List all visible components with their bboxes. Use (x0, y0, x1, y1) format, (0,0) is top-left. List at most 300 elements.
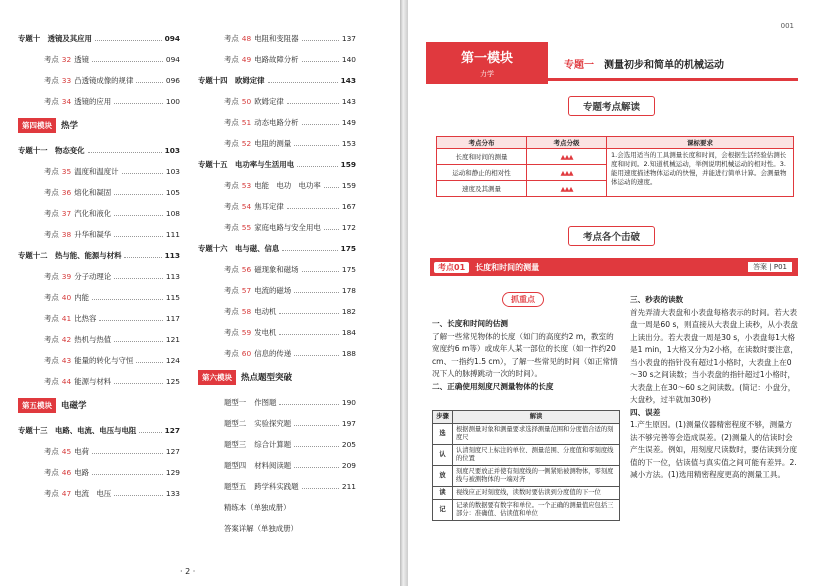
toc-entry-row[interactable] (18, 314, 180, 324)
section-heading-breakthrough: 考点各个击破 (568, 226, 655, 246)
module-tag: 第五模块 (18, 398, 56, 413)
toc-entry-row[interactable] (198, 328, 356, 338)
topic-prefix: 专题一 (564, 60, 594, 71)
toc-entry-row[interactable] (198, 307, 356, 317)
entry-prefix: 考点 (44, 97, 59, 106)
entry-number: 50 (241, 97, 252, 106)
entry-label: 热机与热值 (74, 335, 112, 344)
toc-entry-row[interactable] (18, 97, 180, 107)
entry-label: 跨学科实践题 (254, 482, 299, 491)
entry-page: 188 (341, 349, 356, 358)
entry-label: 电能 电功 电功率 (254, 181, 321, 190)
entry-label: 家庭电路与安全用电 (254, 223, 321, 232)
leader-dots (136, 77, 163, 83)
exam-point-bar (430, 258, 798, 276)
entry-label: 能量的转化与守恒 (74, 356, 134, 365)
subheading: 一、长度和时间的估测 (432, 319, 508, 328)
entry-prefix: 考点 (44, 356, 59, 365)
entry-number: 34 (61, 97, 72, 106)
toc-entry-row[interactable] (198, 118, 356, 128)
entry-label: 欧姆定律 (254, 97, 284, 106)
toc-topic-row[interactable] (198, 244, 356, 254)
entry-number: 59 (241, 328, 252, 337)
step-text: 认清刻度尺上标注的单位、测量范围、分度值和零刻度线的位置 (453, 445, 620, 466)
entry-page: 125 (165, 377, 180, 386)
entry-label: 综合计算题 (254, 440, 292, 449)
entry-page: 178 (341, 286, 356, 295)
entry-prefix: 题型一 (224, 398, 247, 407)
entry-prefix: 考点 (44, 293, 59, 302)
toc-topic-row[interactable] (198, 160, 356, 170)
toc-entry-row[interactable] (198, 482, 356, 492)
toc-entry-row[interactable] (18, 55, 180, 65)
entry-number: 40 (61, 293, 72, 302)
entry-label: 凸透镜成像的规律 (74, 76, 134, 85)
entry-label: 专题十五 电功率与生活用电 (198, 160, 295, 169)
step-label: 选 (433, 424, 453, 445)
toc-entry-row[interactable] (198, 349, 356, 359)
toc-entry-row[interactable] (18, 230, 180, 240)
toc-topic-row[interactable] (18, 34, 180, 44)
entry-page: 094 (165, 55, 180, 64)
entry-number: 33 (61, 76, 72, 85)
entry-prefix: 考点 (224, 55, 239, 64)
toc-entry-row[interactable] (18, 356, 180, 366)
toc-entry-row[interactable] (198, 181, 356, 191)
toc-entry-row[interactable] (198, 202, 356, 212)
leader-dots (294, 350, 339, 356)
entry-number: 60 (241, 349, 252, 358)
entry-page: 094 (164, 34, 180, 43)
leader-dots (279, 399, 339, 405)
entry-prefix: 考点 (224, 349, 239, 358)
leader-dots (302, 119, 339, 125)
table-row (433, 487, 620, 500)
requirements-cell: 1.会选用适当的工具测量长度和时间，会根据生活经验估测长度和时间。2.知道机械运动，举例说明机械运动的相对性。3.能用速度描述物体运动的快慢，并能进行简单计算。会测量物体运动的速度。 (607, 149, 794, 197)
entry-prefix: 考点 (44, 209, 59, 218)
step-label: 放 (433, 466, 453, 487)
topic-name: 测量初步和简单的机械运动 (604, 60, 724, 71)
entry-page: 197 (341, 419, 356, 428)
entry-prefix: 题型五 (224, 482, 247, 491)
entry-page: 184 (341, 328, 356, 337)
entry-prefix: 考点 (224, 286, 239, 295)
module-title: 热点题型突破 (241, 373, 293, 383)
toc-entry-row[interactable] (18, 447, 180, 457)
step-label: 记 (433, 500, 453, 521)
entry-number: 47 (61, 489, 72, 498)
leader-dots (302, 56, 339, 62)
leader-dots (114, 98, 163, 104)
module-tag: 第四模块 (18, 118, 56, 133)
entry-prefix: 考点 (44, 272, 59, 281)
entry-prefix: 题型四 (224, 461, 247, 470)
leader-dots (92, 294, 163, 300)
entry-label: 电流的磁场 (254, 286, 292, 295)
leader-dots (294, 420, 339, 426)
banner-rule (548, 78, 798, 81)
entry-label: 透镜的应用 (74, 97, 112, 106)
entry-page: 105 (165, 188, 180, 197)
entry-prefix: 考点 (224, 328, 239, 337)
entry-label: 电流 电压 (74, 489, 112, 498)
toc-entry-row[interactable] (198, 440, 356, 450)
toc-entry-row[interactable] (18, 377, 180, 387)
entry-prefix: 考点 (44, 489, 59, 498)
entry-page: 153 (341, 139, 356, 148)
leader-dots (136, 357, 163, 363)
toc-entry-row[interactable] (18, 293, 180, 303)
entry-page: 127 (165, 447, 180, 456)
entry-label: 升华和凝华 (74, 230, 112, 239)
toc-entry-row[interactable] (198, 503, 356, 513)
toc-entry-row[interactable] (198, 286, 356, 296)
toc-entry-row[interactable] (198, 55, 356, 65)
leader-dots (114, 273, 163, 279)
leader-dots (268, 77, 338, 83)
table-header: 考点分级 (527, 137, 607, 149)
entry-page: 190 (341, 398, 356, 407)
entry-number: 54 (241, 202, 252, 211)
subheading: 四、误差 (630, 407, 661, 417)
exam-point-table (436, 136, 794, 197)
leader-dots (114, 378, 163, 384)
entry-page: 133 (165, 489, 180, 498)
toc-entry-row[interactable] (18, 209, 180, 219)
toc-entry-row[interactable] (198, 34, 356, 44)
entry-page: 115 (165, 293, 180, 302)
entry-number: 57 (241, 286, 252, 295)
page-number: · 2 · (180, 567, 196, 576)
toc-entry-row[interactable] (18, 335, 180, 345)
entry-number: 41 (61, 314, 72, 323)
entry-prefix: 考点 (224, 34, 239, 43)
entry-page: 124 (165, 356, 180, 365)
exam-point-title: 长度和时间的测量 (475, 262, 540, 272)
toc-entry-row[interactable] (198, 524, 356, 534)
leader-dots (279, 329, 339, 335)
entry-page: 103 (164, 146, 180, 155)
right-page (408, 0, 816, 586)
toc-entry-row[interactable] (198, 461, 356, 471)
entry-label: 专题十三 电路、电流、电压与电阻 (18, 426, 137, 435)
leader-dots (92, 56, 163, 62)
leader-dots (114, 189, 163, 195)
entry-prefix: 考点 (44, 377, 59, 386)
entry-prefix: 考点 (224, 223, 239, 232)
module-heading (18, 118, 180, 132)
step-label: 认 (433, 445, 453, 466)
entry-page: 117 (165, 314, 180, 323)
leader-dots (114, 210, 163, 216)
page-header-number: 001 (780, 22, 794, 30)
body-text: 1.产生原因。(1)测量仪器精密程度不够，测量方法不够完善等会造成误差。(2)测量人的估读时会产生误差。例如，用刻度尺读数时，要估读到分度值的下一位，估读值与真实值之间可能有差异。2.减小方法。(1)选用精密程度更高的测量工具。 (630, 420, 798, 479)
entry-number: 39 (61, 272, 72, 281)
body-text: 首先弄清大表盘和小表盘每格表示的时间。若大表盘一周是60 s，则直接从大表盘上读秒，从小表盘上读出分。若大表盘一周是30 s，小表盘每1大格是1 min，1大格又分为2小格，在读数时要注意，当小表盘的指针没有超过1小格时，大表盘上在0～30 s之间读数；当小表盘的指针超过1小格时，大表盘上在30～60 s之间读数。(简记：小盘分，大盘秒，过半就加30秒) (630, 307, 798, 404)
module-title: 热学 (61, 121, 79, 131)
entry-prefix: 考点 (44, 167, 59, 176)
entry-page: 096 (165, 76, 180, 85)
leader-dots (324, 224, 339, 230)
entry-prefix: 考点 (44, 230, 59, 239)
entry-number: 46 (61, 468, 72, 477)
level-icon: ▲▲▲ (527, 165, 607, 181)
leader-dots (92, 469, 163, 475)
entry-page: 127 (164, 426, 180, 435)
leader-dots (302, 35, 339, 41)
entry-prefix: 考点 (224, 307, 239, 316)
leader-dots (114, 231, 163, 237)
entry-number: 51 (241, 118, 252, 127)
step-text: 记录的数据要有数字和单位。一个正确的测量值应包括三部分：准确值、估读值和单位 (453, 500, 620, 521)
entry-label: 能源与材料 (74, 377, 112, 386)
module-block (426, 42, 548, 84)
leader-dots (114, 490, 163, 496)
entry-prefix: 考点 (44, 188, 59, 197)
leader-dots (92, 448, 163, 454)
entry-page: 143 (341, 97, 356, 106)
exam-point-label: 考点01 (434, 262, 469, 273)
leader-dots (114, 336, 163, 342)
entry-label: 专题十一 物态变化 (18, 146, 85, 155)
entry-label: 专题十二 热与能、能源与材料 (18, 251, 122, 260)
entry-page: 100 (165, 97, 180, 106)
entry-page: 182 (341, 307, 356, 316)
table-cell: 长度和时间的测量 (437, 149, 527, 165)
topic-title (564, 56, 724, 71)
leader-dots (124, 252, 161, 258)
toc-entry-row[interactable] (18, 272, 180, 282)
answer-ref: 答案 | P01 (748, 262, 792, 272)
table-row (433, 445, 620, 466)
module-title: 电磁学 (61, 401, 87, 411)
entry-page: 159 (340, 160, 356, 169)
subheading: 二、正确使用刻度尺测量物体的长度 (432, 381, 554, 391)
entry-label: 材料阅读题 (254, 461, 292, 470)
entry-prefix: 考点 (224, 139, 239, 148)
toc-entry-row[interactable] (18, 76, 180, 86)
module-title: 第一模块 (460, 51, 513, 66)
body-text: 了解一些常见物体的长度（如门的高度约2 m，教室的宽度约6 m等）或成年人某一部位的长度（如一拃约20 cm、一指约1.5 cm），了解一些常见的时间（如正常情况下人的脉搏跳动一次的时间）。 (432, 331, 618, 378)
steps-table (432, 410, 620, 521)
entry-prefix: 考点 (44, 76, 59, 85)
module-heading (198, 370, 356, 384)
entry-label: 电阻的测量 (254, 139, 292, 148)
entry-label: 透镜 (74, 55, 89, 64)
level-icon: ▲▲▲ (527, 149, 607, 165)
toc-column-b (198, 34, 356, 545)
toc-entry-row[interactable] (198, 97, 356, 107)
leader-dots (139, 427, 161, 433)
entry-number: 43 (61, 356, 72, 365)
leader-dots (294, 462, 339, 468)
leader-dots (287, 203, 339, 209)
toc-entry-row[interactable] (198, 265, 356, 275)
entry-page: 149 (341, 118, 356, 127)
step-text: 视线应正对刻度线，读数时要估读到分度值的下一位 (453, 487, 620, 500)
entry-label: 电阻和变阻器 (254, 34, 299, 43)
book-spine (400, 0, 408, 586)
entry-label: 动态电路分析 (254, 118, 299, 127)
table-header: 解读 (453, 411, 620, 424)
entry-page: 209 (341, 461, 356, 470)
toc-entry-row[interactable] (198, 223, 356, 233)
entry-label: 内能 (74, 293, 89, 302)
module-tag: 第六模块 (198, 370, 236, 385)
entry-page: 103 (165, 167, 180, 176)
left-page (0, 0, 400, 586)
entry-prefix: 考点 (44, 55, 59, 64)
step-label: 读 (433, 487, 453, 500)
entry-prefix: 题型二 (224, 419, 247, 428)
entry-number: 58 (241, 307, 252, 316)
entry-label: 电路故障分析 (254, 55, 299, 64)
table-row (437, 149, 794, 165)
toc-column-a (18, 34, 180, 510)
toc-entry-row[interactable] (198, 398, 356, 408)
step-text: 根据测量对象和测量要求选择测量范围和分度值合适的刻度尺 (453, 424, 620, 445)
entry-label: 熔化和凝固 (74, 188, 112, 197)
entry-page: 175 (341, 265, 356, 274)
entry-label: 电路 (74, 468, 89, 477)
toc-entry-row[interactable] (198, 419, 356, 429)
leader-dots (95, 35, 162, 41)
entry-prefix: 考点 (224, 202, 239, 211)
section-heading-analysis: 专题考点解读 (568, 96, 655, 116)
entry-number: 52 (241, 139, 252, 148)
entry-number: 32 (61, 55, 72, 64)
toc-entry-row[interactable] (198, 139, 356, 149)
entry-number: 36 (61, 188, 72, 197)
entry-label: 比热容 (74, 314, 97, 323)
entry-number: 49 (241, 55, 252, 64)
entry-prefix: 考点 (44, 468, 59, 477)
entry-label: 专题十六 电与磁、信息 (198, 244, 280, 253)
entry-label: 汽化和液化 (74, 209, 112, 218)
table-header: 课标要求 (607, 137, 794, 149)
entry-label: 焦耳定律 (254, 202, 284, 211)
entry-prefix: 考点 (224, 265, 239, 274)
toc-entry-row[interactable] (18, 468, 180, 478)
entry-label: 实验探究题 (254, 419, 292, 428)
table-row (433, 500, 620, 521)
leader-dots (287, 98, 339, 104)
entry-number: 53 (241, 181, 252, 190)
leader-dots (279, 308, 339, 314)
subheading: 三、秒表的读数 (630, 295, 684, 304)
toc-topic-row[interactable] (198, 76, 356, 86)
entry-prefix: 考点 (224, 97, 239, 106)
entry-label: 精练本（单独成册） (224, 503, 291, 512)
toc-topic-row[interactable] (18, 146, 180, 156)
entry-page: 108 (165, 209, 180, 218)
entry-number: 35 (61, 167, 72, 176)
leader-dots (99, 315, 163, 321)
entry-label: 作图题 (254, 398, 277, 407)
module-subtitle: 力学 (480, 70, 494, 78)
entry-page: 137 (341, 34, 356, 43)
toc-topic-row[interactable] (18, 251, 180, 261)
entry-page: 167 (341, 202, 356, 211)
entry-prefix: 题型三 (224, 440, 247, 449)
right-text-block (630, 294, 798, 482)
leader-dots (282, 245, 337, 251)
table-cell: 运动和静止的相对性 (437, 165, 527, 181)
entry-prefix: 考点 (224, 181, 239, 190)
entry-label: 电荷 (74, 447, 89, 456)
entry-label: 发电机 (254, 328, 277, 337)
entry-page: 113 (165, 272, 180, 281)
toc-entry-row[interactable] (18, 489, 180, 499)
leader-dots (122, 168, 163, 174)
leader-dots (88, 147, 162, 153)
leader-dots (297, 161, 337, 167)
module-banner (426, 42, 798, 84)
table-cell: 速度及其测量 (437, 181, 527, 197)
entry-page: 159 (341, 181, 356, 190)
step-text: 刻度尺要放正并使有刻度线的一侧紧贴被测物体，零刻度线与被测物体的一端对齐 (453, 466, 620, 487)
entry-number: 55 (241, 223, 252, 232)
leader-dots (302, 483, 339, 489)
entry-label: 专题十四 欧姆定律 (198, 76, 265, 85)
entry-page: 140 (341, 55, 356, 64)
table-header: 考点分布 (437, 137, 527, 149)
entry-label: 信息的传递 (254, 349, 292, 358)
entry-label: 磁现象和磁场 (254, 265, 299, 274)
entry-prefix: 考点 (224, 118, 239, 127)
leader-dots (302, 266, 339, 272)
entry-page: 143 (340, 76, 356, 85)
entry-page: 111 (165, 230, 180, 239)
leader-dots (294, 441, 339, 447)
entry-number: 56 (241, 265, 252, 274)
entry-page: 211 (341, 482, 356, 491)
key-point-pill: 抓重点 (502, 292, 544, 307)
toc-entry-row[interactable] (18, 167, 180, 177)
table-row (433, 424, 620, 445)
entry-number: 48 (241, 34, 252, 43)
entry-page: 113 (164, 251, 180, 260)
entry-prefix: 考点 (44, 335, 59, 344)
entry-label: 专题十 透镜及其应用 (18, 34, 92, 43)
entry-number: 42 (61, 335, 72, 344)
toc-topic-row[interactable] (18, 426, 180, 436)
leader-dots (294, 287, 339, 293)
level-icon: ▲▲▲ (527, 181, 607, 197)
entry-label: 答案详解（单独成册） (224, 524, 298, 533)
entry-number: 44 (61, 377, 72, 386)
entry-number: 45 (61, 447, 72, 456)
entry-page: 172 (341, 223, 356, 232)
left-text-block (432, 318, 620, 393)
entry-page: 175 (340, 244, 356, 253)
table-header: 步骤 (433, 411, 453, 424)
entry-page: 129 (165, 468, 180, 477)
table-row (433, 466, 620, 487)
entry-label: 电动机 (254, 307, 277, 316)
entry-page: 205 (341, 440, 356, 449)
entry-page: 121 (165, 335, 180, 344)
entry-prefix: 考点 (44, 447, 59, 456)
module-heading (18, 398, 180, 412)
entry-label: 温度和温度计 (74, 167, 119, 176)
leader-dots (294, 140, 339, 146)
entry-number: 37 (61, 209, 72, 218)
entry-prefix: 考点 (44, 314, 59, 323)
leader-dots (324, 182, 339, 188)
entry-number: 38 (61, 230, 72, 239)
toc-entry-row[interactable] (18, 188, 180, 198)
